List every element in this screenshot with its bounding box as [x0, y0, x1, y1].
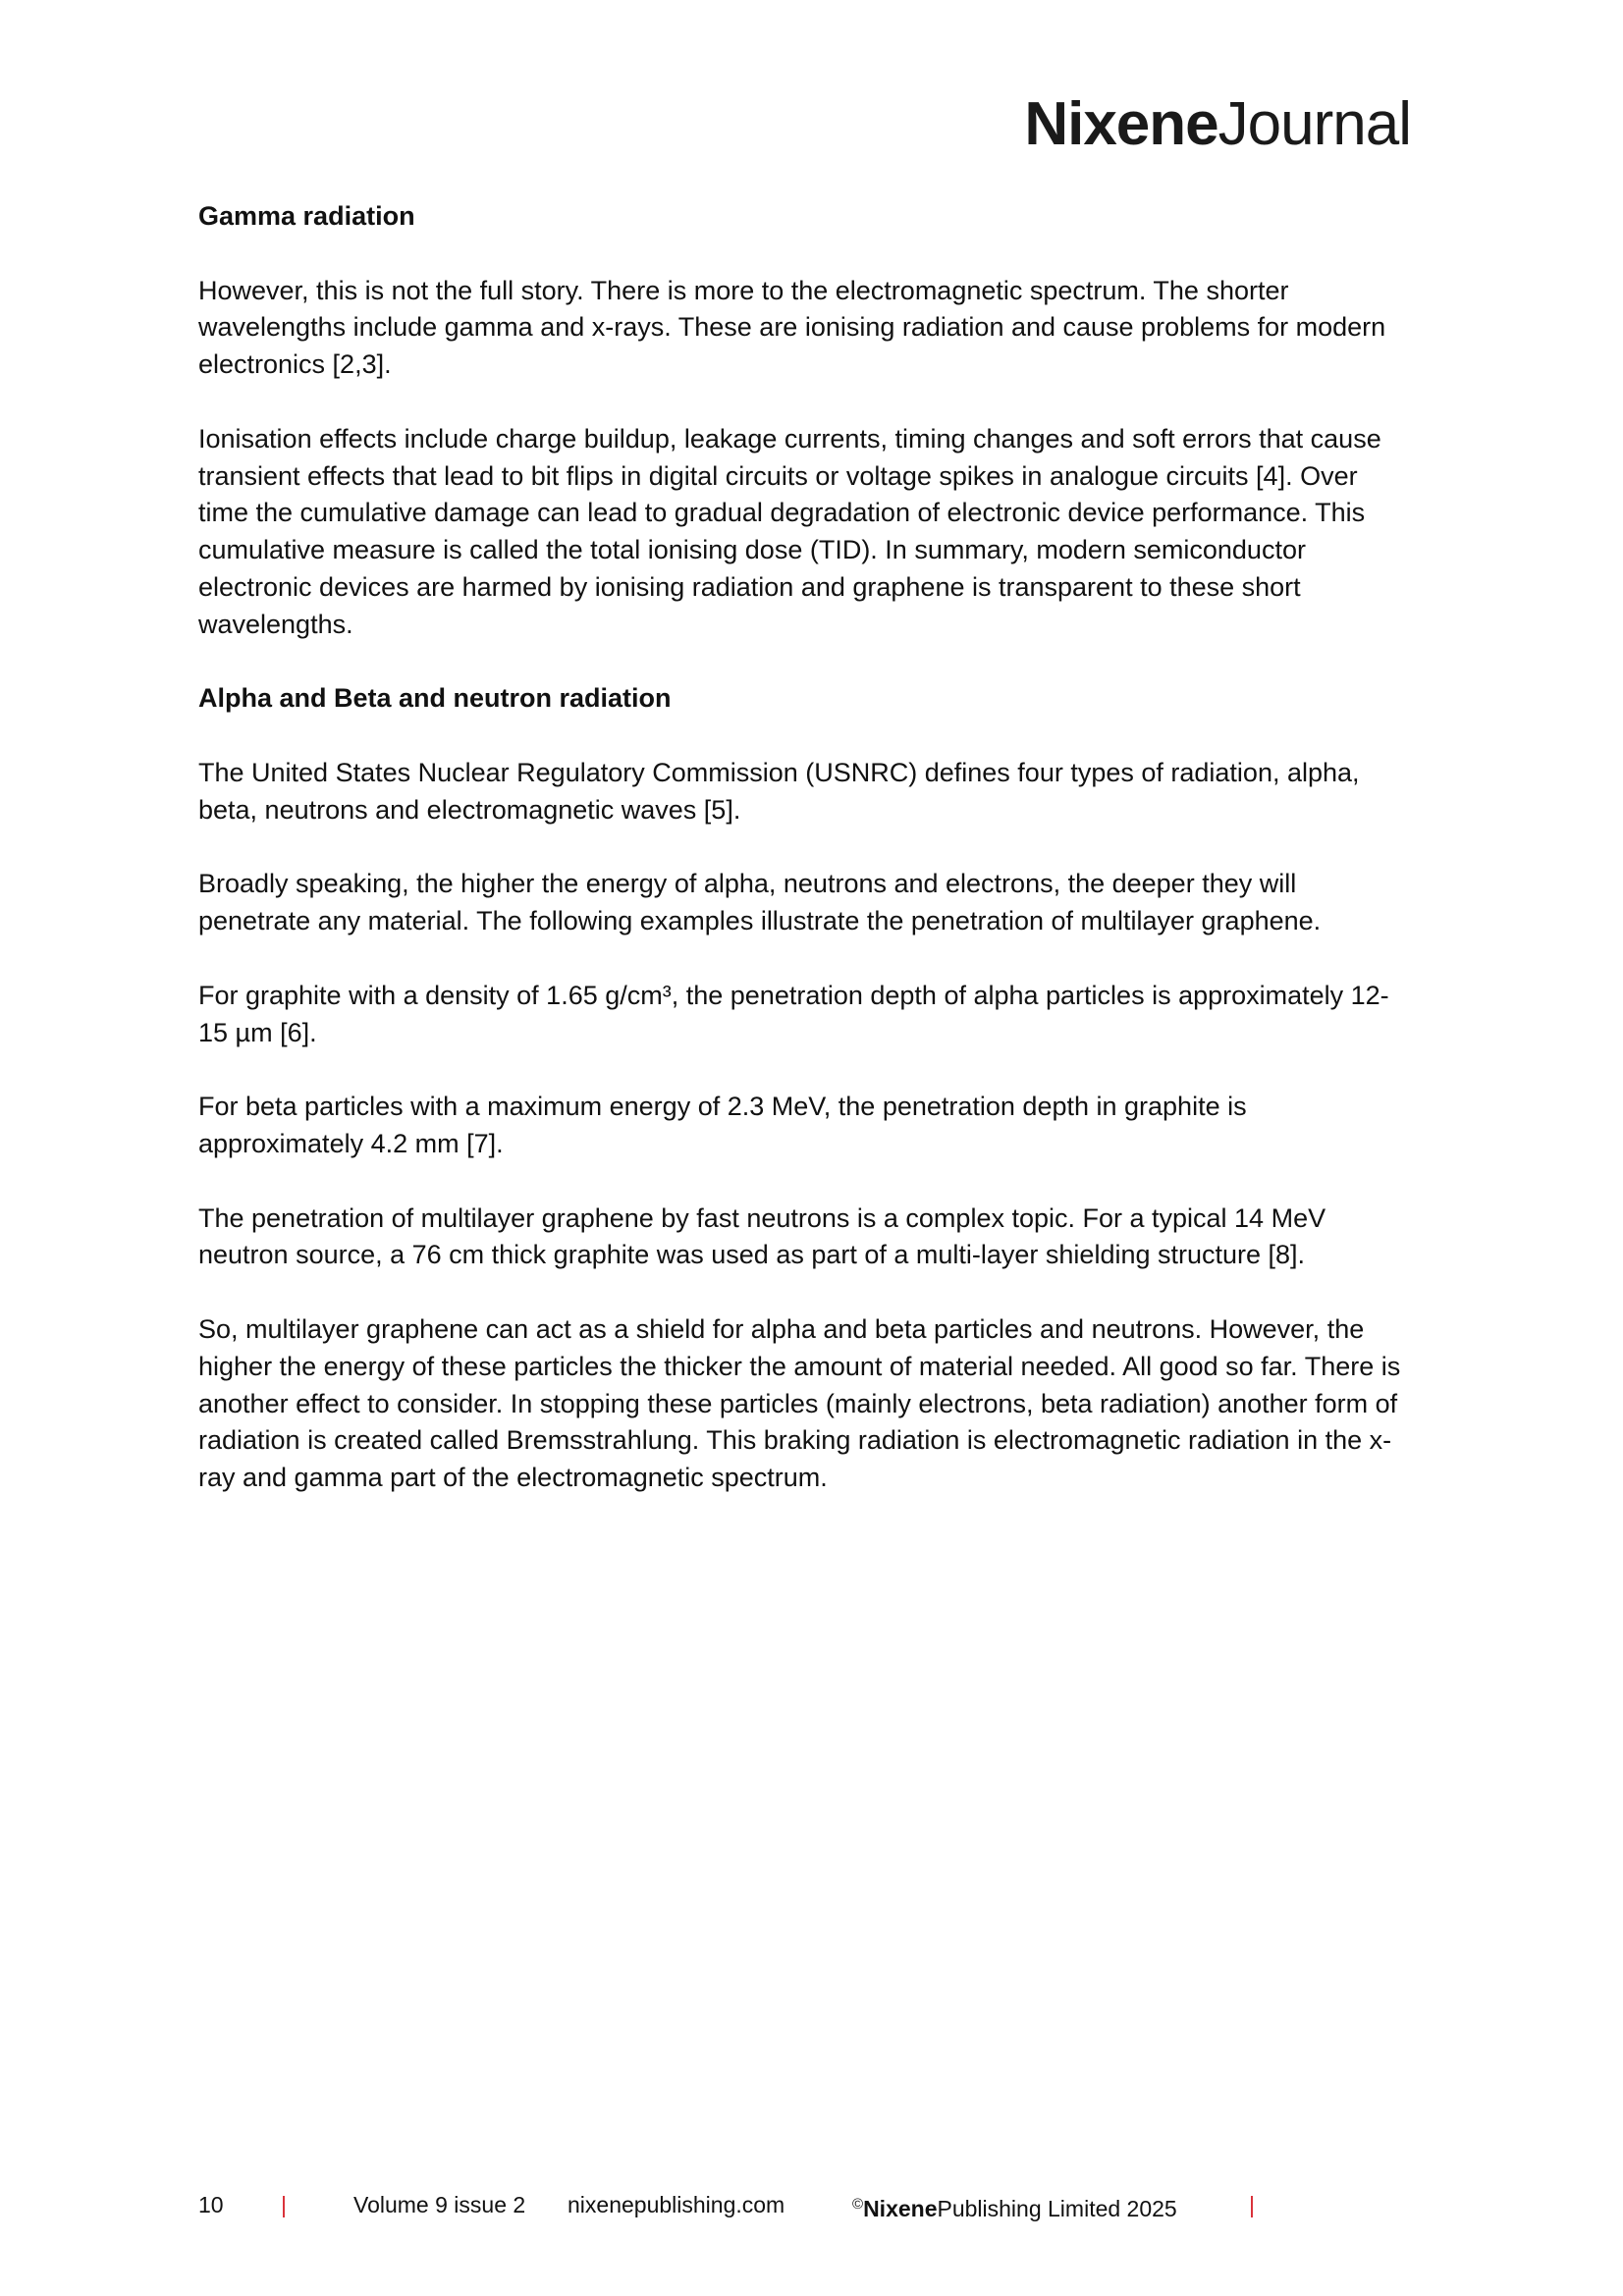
paragraph: However, this is not the full story. There is more to the electromagnetic spectrum. The shorter wavelengths include gamma and x-rays. These are ionising radiation and cause problems for modern electronics [2,3].: [198, 275, 1386, 380]
paragraph: For graphite with a density of 1.65 g/cm³, the penetration depth of alpha particles is approximately 12-15 µm [6].: [198, 980, 1389, 1047]
page-number: 10: [198, 2192, 224, 2217]
footer-separator: |: [281, 2192, 287, 2217]
masthead-journal: Journal: [1217, 90, 1411, 158]
masthead-brand: Nixene: [1024, 90, 1218, 158]
copyright-brand: Nixene: [863, 2196, 938, 2221]
paragraph: The United States Nuclear Regulatory Commission (USNRC) defines four types of radiation, alpha, beta, neutrons and electromagnetic waves [5].: [198, 757, 1360, 825]
website-text: nixenepublishing.com: [568, 2192, 785, 2217]
paragraph: The penetration of multilayer graphene by fast neutrons is a complex topic. For a typical 14 MeV neutron source, a 76 cm thick graphite was used as part of a multi-layer shielding structure [8].: [198, 1202, 1326, 1270]
paragraph: So, multilayer graphene can act as a shield for alpha and beta particles and neutrons. However, the higher the energy of these particles the thicker the amount of material needed. All good so far. There is another effect to consider. In stopping these particles (mainly electrons, beta radiation) another form of radiation is created called Bremsstrahlung. This braking radiation is electromagnetic radiation in the x-ray and gamma part of the electromagnetic spectrum.: [198, 1313, 1401, 1493]
copyright-notice: [852, 2185, 1177, 2228]
article-body: [198, 198, 1406, 1534]
paragraph: For beta particles with a maximum energy of 2.3 MeV, the penetration depth in graphite is approximately 4.2 mm [7].: [198, 1092, 1247, 1158]
copyright-symbol: ©: [852, 2196, 864, 2213]
paragraph: Ionisation effects include charge buildup, leakage currents, timing changes and soft errors that cause transient effects that lead to bit flips in digital circuits or voltage spikes in analogue circuits [4]. Over time the cumulative damage can lead to gradual degradation of electronic device performance. This cumulative measure is called the total ionising dose (TID). In summary, modern semiconductor electronic devices are harmed by ionising radiation and graphene is transparent to these short wavelengths.: [198, 423, 1381, 639]
section-heading: Alpha and Beta and neutron radiation: [198, 683, 672, 714]
page-footer: [0, 2185, 1623, 2224]
journal-masthead: [1024, 90, 1411, 158]
section-gamma-radiation: [198, 198, 1406, 644]
paragraph: Broadly speaking, the higher the energy of alpha, neutrons and electrons, the deeper they will penetrate any material. The following examples illustrate the penetration of multilayer graphene.: [198, 869, 1322, 936]
section-heading: Gamma radiation: [198, 201, 415, 231]
copyright-text: Publishing Limited 2025: [937, 2196, 1177, 2221]
section-alpha-beta-neutron: [198, 680, 1406, 1497]
footer-separator: |: [1249, 2192, 1255, 2217]
volume-issue: Volume 9 issue 2: [353, 2192, 526, 2217]
